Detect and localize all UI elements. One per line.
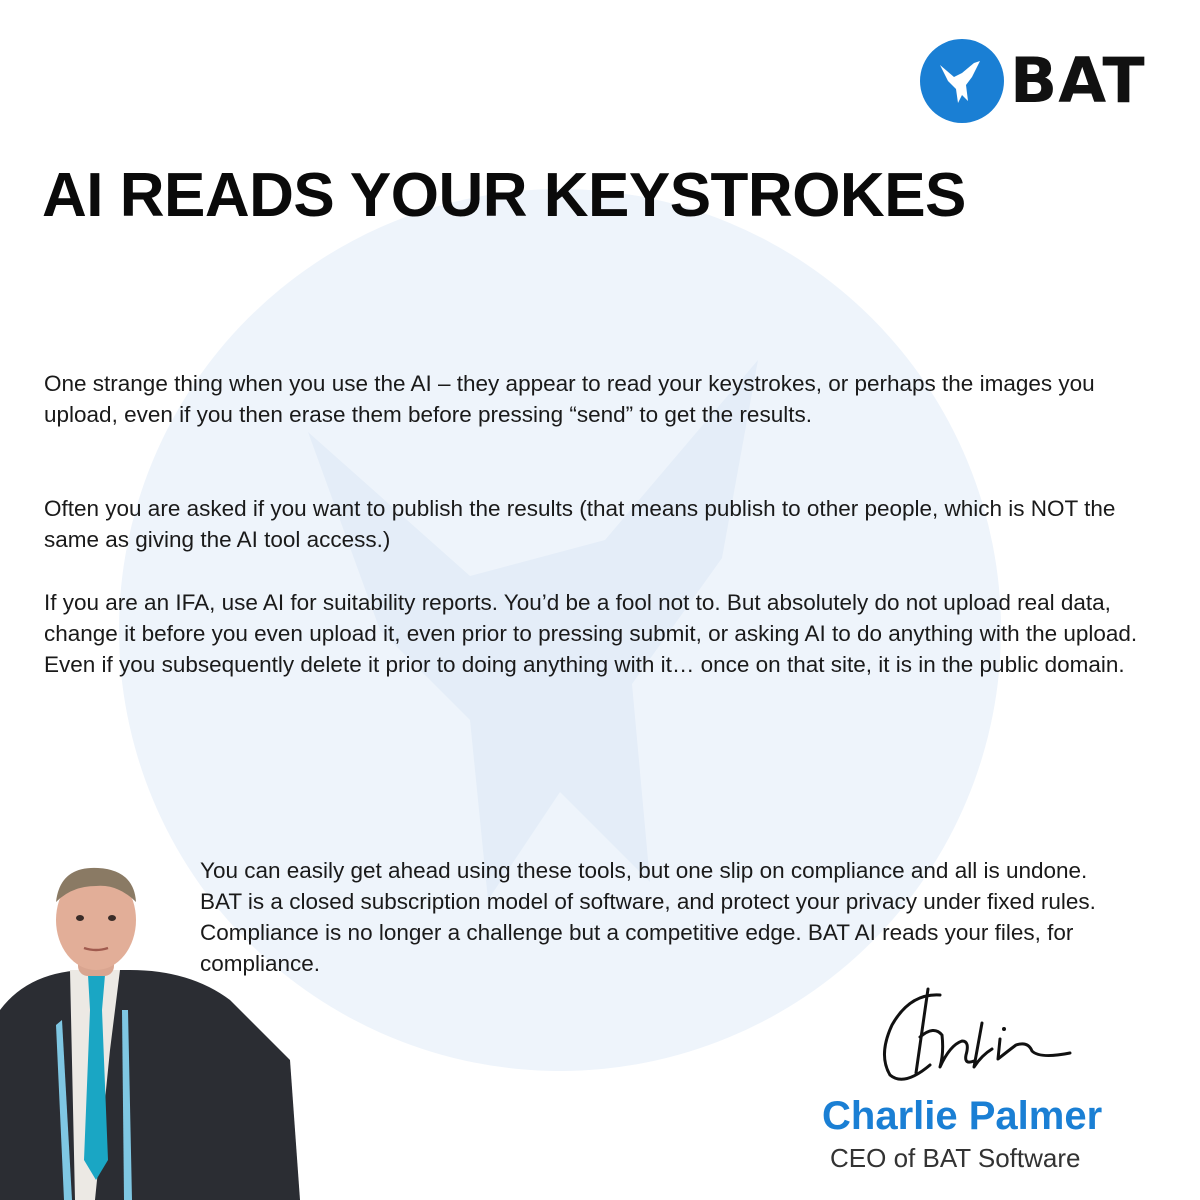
paragraph-ifa: If you are an IFA, use AI for suitability reports. You’d be a fool not to. But absolutely do not upload real data, change it before you even upload it, even prior to pressing submit, or asking AI to do anything with the upload. Even if you subsequently delete it prior to doing anything with it… once on that site, it is in the public domain. xyxy=(44,590,1138,677)
signature-image xyxy=(870,975,1100,1095)
paragraph-publish: Often you are asked if you want to publish the results (that means publish to other people, which is NOT the same as giving the AI tool access.) xyxy=(44,496,1116,552)
page-title: AI READS YOUR KEYSTROKES xyxy=(42,161,966,230)
quote-block xyxy=(200,855,1100,979)
quote-line-2: Compliance is no longer a challenge but a competitive edge. BAT AI reads your files, for compliance. xyxy=(200,920,1074,976)
bat-bird-icon xyxy=(920,39,1004,123)
logo-text: BAT xyxy=(1010,44,1146,117)
author-role: CEO of BAT Software xyxy=(830,1143,1081,1173)
bat-logo xyxy=(920,38,1146,124)
paragraph-keystrokes: One strange thing when you use the AI – they appear to read your keystrokes, or perhaps the images you upload, even if you then erase them before pressing “send” to get the results. xyxy=(44,371,1095,427)
quote-line-1: You can easily get ahead using these tools, but one slip on compliance and all is undone. BAT is a closed subscription model of software, and protect your privacy under fixed rules. xyxy=(200,858,1096,914)
author-name: Charlie Palmer xyxy=(822,1094,1103,1138)
